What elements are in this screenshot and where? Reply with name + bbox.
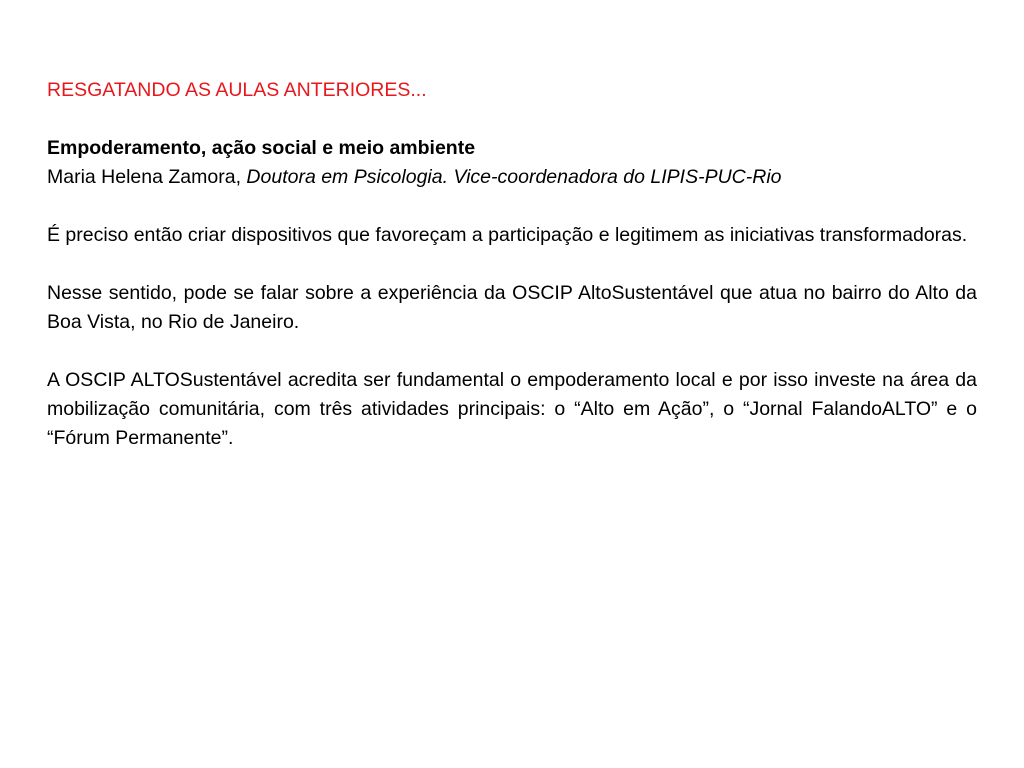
author-role: Doutora em Psicologia. Vice-coordenadora do LIPIS-PUC-Rio xyxy=(246,166,782,188)
article-title: Empoderamento, ação social e meio ambiente xyxy=(47,137,476,159)
spacer xyxy=(47,250,977,279)
paragraph-experience: Nesse sentido, pode se falar sobre a experiência da OSCIP AltoSustentável que atua no bairro do Alto da Boa Vista, no Rio de Janeiro. xyxy=(47,282,977,333)
spacer xyxy=(47,192,977,221)
slide-heading: RESGATANDO AS AULAS ANTERIORES... xyxy=(47,79,427,101)
spacer xyxy=(47,105,977,134)
spacer xyxy=(47,337,977,366)
author-name: Maria Helena Zamora, xyxy=(47,166,247,188)
slide-content xyxy=(47,76,977,453)
paragraph-participation: É preciso então criar dispositivos que favoreçam a participação e legitimem as iniciativas transformadoras. xyxy=(47,224,968,246)
paragraph-empowerment: A OSCIP ALTOSustentável acredita ser fundamental o empoderamento local e por isso investe na área da mobilização comunitária, com três atividades principais: o “Alto em Ação”, o “Jornal FalandoALTO” e o “Fórum Permanente”. xyxy=(47,369,977,449)
author-line xyxy=(47,163,977,192)
